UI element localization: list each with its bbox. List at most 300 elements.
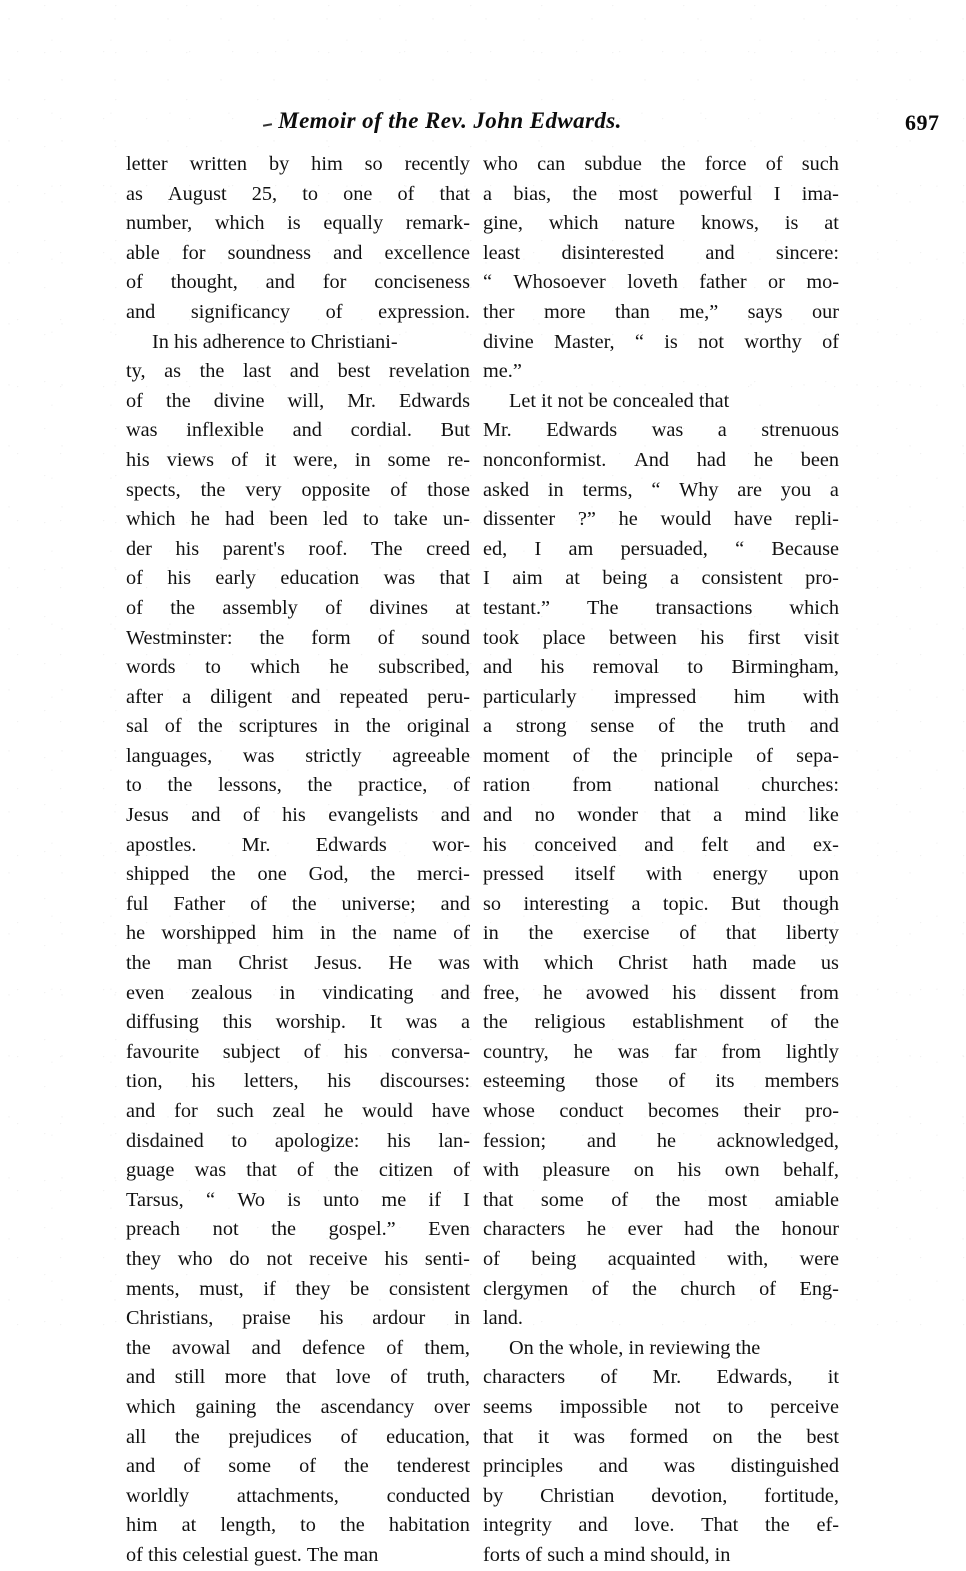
word: some [387, 448, 431, 471]
word: national [653, 774, 720, 797]
word: been [269, 508, 308, 531]
word: his [700, 626, 725, 649]
word: of [126, 567, 143, 590]
word: being [531, 1247, 577, 1270]
text-line [126, 594, 470, 624]
word: with [802, 685, 839, 708]
word: force [704, 153, 747, 175]
word: the [735, 1218, 760, 1241]
word: characters [483, 1366, 566, 1389]
word: testant.” [483, 596, 551, 619]
text-line [126, 328, 470, 358]
word: most [618, 182, 658, 205]
text-line [126, 1423, 470, 1453]
word: with, [727, 1247, 769, 1270]
word: at [824, 212, 839, 235]
word: all [126, 1425, 147, 1448]
word: honour [781, 1218, 839, 1241]
word: clergymen [483, 1277, 569, 1300]
word: which [250, 656, 300, 679]
word: Because [771, 537, 839, 560]
word: scriptures [238, 715, 318, 738]
word: fortitude, [764, 1484, 839, 1507]
word: August [168, 182, 227, 205]
word: far [674, 1040, 697, 1063]
word: him [272, 922, 304, 945]
word: conceived [534, 833, 617, 856]
word: aim [512, 567, 543, 590]
word: Christians, [126, 1307, 214, 1330]
text-line [483, 1334, 839, 1364]
word: establishment [632, 1011, 744, 1034]
word: of [611, 1188, 629, 1211]
word: more [543, 300, 586, 323]
word: will, [287, 389, 325, 412]
word: made [752, 952, 797, 975]
text-line [126, 653, 470, 683]
word: them, [424, 1336, 470, 1359]
word: and [598, 1455, 628, 1478]
word: church [680, 1277, 736, 1300]
word: gospel.” [328, 1218, 396, 1241]
text-line [483, 624, 839, 654]
word: topic. [662, 892, 709, 915]
word: forts [483, 1543, 521, 1566]
word: their [743, 1100, 781, 1122]
word: he [190, 508, 210, 531]
word: And [634, 448, 670, 471]
word: truth [747, 715, 786, 738]
text-line [483, 505, 839, 535]
word: Even [428, 1218, 470, 1241]
word: sincere: [775, 241, 839, 264]
running-head [125, 108, 940, 142]
word: letters, [243, 1070, 299, 1093]
word: like [808, 804, 839, 827]
text-line [483, 1008, 839, 1038]
word: one [257, 863, 287, 886]
word: that [246, 1159, 277, 1182]
word: have [431, 1100, 470, 1122]
word: celestial [182, 1543, 249, 1566]
word: the [271, 1218, 296, 1241]
text-line [126, 1452, 470, 1482]
word: the [343, 1455, 369, 1478]
word: practice, [358, 774, 428, 797]
word: which [789, 596, 839, 619]
word: concealed [612, 389, 694, 412]
text-line [483, 564, 839, 594]
word: do [229, 1247, 250, 1270]
text-line [483, 1215, 839, 1245]
word: of [453, 774, 470, 797]
text-line [126, 1393, 470, 1423]
text-line [483, 860, 839, 890]
word: being [602, 567, 648, 590]
word: was [651, 419, 684, 442]
word: zealous [191, 981, 253, 1004]
word: repeated [339, 685, 409, 708]
word: the [333, 1159, 359, 1182]
word: of [126, 389, 143, 412]
word: felt [701, 833, 729, 856]
word: views [166, 448, 215, 471]
word: the [174, 1425, 200, 1448]
word: his [672, 981, 697, 1004]
word: in [333, 715, 350, 738]
word: esteeming [483, 1070, 566, 1093]
word: ardour [372, 1307, 426, 1330]
word: the [210, 863, 236, 886]
text-line [483, 919, 839, 949]
word: and [292, 419, 322, 442]
word: very [245, 478, 282, 501]
word: who [483, 153, 518, 175]
word: me,” [679, 300, 719, 323]
word: and [644, 833, 674, 856]
word: That [701, 1514, 739, 1537]
text-line [483, 180, 839, 210]
word: God, [308, 863, 349, 886]
word: Whosoever [513, 271, 606, 294]
word: am [568, 537, 594, 560]
word: form [311, 626, 351, 649]
word: a [460, 1011, 470, 1034]
word: not [698, 330, 724, 353]
word: conversa- [391, 1040, 470, 1063]
word: spects, [126, 478, 181, 501]
word: that [285, 1366, 317, 1389]
word: of [242, 804, 260, 827]
word: ful [126, 892, 149, 915]
word: he [753, 448, 773, 471]
word: conducted [386, 1484, 470, 1507]
word: cordial. [350, 419, 412, 442]
text-line [483, 1156, 839, 1186]
word: would [660, 508, 712, 531]
word: you [780, 478, 812, 501]
word: from [721, 1040, 762, 1063]
word: had [684, 1218, 714, 1241]
word: subject [222, 1040, 281, 1063]
text-line [483, 890, 839, 920]
word: divines [369, 596, 428, 619]
word: he [656, 1129, 677, 1152]
word: was [383, 567, 416, 590]
word: characters [483, 1218, 566, 1241]
word: excellence [384, 241, 470, 264]
text-line [126, 831, 470, 861]
word: whose [483, 1100, 535, 1122]
word: and [586, 1129, 617, 1152]
word: the [170, 596, 196, 619]
word: love [335, 1366, 371, 1389]
word: least [483, 241, 521, 264]
word: Edwards [315, 833, 387, 856]
word: country, [483, 1040, 549, 1063]
word: of [390, 1366, 408, 1389]
text-line [483, 712, 839, 742]
word: those [427, 478, 470, 501]
word: citizen [378, 1159, 433, 1182]
word: diligent [210, 685, 273, 708]
word: his [191, 1070, 216, 1093]
text-line [126, 180, 470, 210]
word: pressed [483, 863, 544, 886]
word: of [770, 1011, 788, 1034]
word: a [713, 804, 723, 827]
word: his [344, 1040, 368, 1063]
word: the [757, 1425, 782, 1448]
word: the [165, 389, 191, 412]
word: and [440, 981, 470, 1004]
word: itself [574, 863, 616, 886]
word: the [765, 1514, 790, 1537]
text-line [483, 239, 839, 269]
word: was [242, 744, 275, 767]
text-line [483, 1067, 839, 1097]
word: of [390, 478, 408, 501]
text-line [126, 268, 470, 298]
word: this [147, 1543, 178, 1566]
word: can [537, 153, 566, 175]
word: no [534, 804, 555, 827]
word: was [617, 1040, 650, 1063]
word: and [291, 685, 321, 708]
word: of [756, 744, 773, 767]
word: unto [323, 1188, 360, 1211]
word: his [167, 567, 191, 590]
word: Christ [238, 952, 288, 975]
word: with [483, 952, 520, 975]
word: are [737, 478, 762, 501]
word: of [765, 153, 783, 175]
text-line [483, 831, 839, 861]
word: the [612, 744, 638, 767]
text-line [483, 1097, 839, 1127]
word: a [631, 892, 641, 915]
word: which [126, 508, 176, 531]
word: length, [220, 1514, 277, 1537]
word: becomes [648, 1100, 719, 1122]
word: der [126, 537, 152, 560]
word: a [182, 685, 192, 708]
word: his [483, 833, 507, 856]
text-line [126, 1186, 470, 1216]
text-line [126, 624, 470, 654]
word: is [664, 330, 678, 353]
word: He [388, 952, 413, 975]
text-line [483, 771, 839, 801]
word: On [509, 1336, 534, 1359]
word: original [406, 715, 470, 738]
text-line [126, 298, 470, 328]
word: he [573, 1040, 593, 1063]
word: in [628, 1336, 645, 1359]
text-line [483, 1127, 839, 1157]
text-line [483, 268, 839, 298]
word: re- [447, 448, 470, 471]
word: is [287, 212, 301, 235]
word: But [730, 892, 761, 915]
text-line [483, 416, 839, 446]
word: as [164, 360, 182, 383]
word: the [351, 922, 377, 945]
word: senti- [424, 1247, 470, 1270]
text-line [483, 594, 839, 624]
word: who [177, 1247, 213, 1270]
word: roof. [308, 537, 348, 560]
word: such [801, 153, 839, 175]
text-line [126, 683, 470, 713]
word: last [242, 360, 272, 383]
word: The [370, 537, 403, 560]
word: wor- [432, 833, 470, 856]
word: Why [679, 478, 719, 501]
word: the [126, 1336, 151, 1359]
text-line [126, 742, 470, 772]
word: in [547, 478, 564, 501]
text-line [483, 1245, 839, 1275]
word: from [799, 981, 839, 1004]
word: conciseness [374, 271, 470, 294]
word: gaining [195, 1395, 257, 1418]
word: disdained [126, 1129, 204, 1152]
word: the [660, 153, 686, 175]
text-column-right [483, 150, 839, 1571]
word: recently [404, 153, 470, 175]
word: significancy [190, 300, 291, 323]
word: early [215, 567, 256, 590]
text-line [126, 505, 470, 535]
word: languages, [126, 744, 213, 767]
word: defence [302, 1336, 366, 1359]
word: of [822, 330, 839, 353]
word: of [453, 922, 470, 945]
word: which [214, 212, 265, 235]
text-line [483, 1363, 839, 1393]
word: of [600, 1366, 618, 1389]
word: his [175, 537, 200, 560]
word: Master, [554, 330, 615, 353]
word: is [287, 1188, 301, 1211]
word: consistent [701, 567, 783, 590]
word: the [276, 1395, 301, 1418]
text-line [483, 801, 839, 831]
text-line [126, 150, 470, 180]
word: and [578, 1514, 608, 1537]
word: It [369, 1011, 383, 1034]
word: of [658, 715, 676, 738]
word: in [714, 1543, 731, 1566]
word: ed, [483, 537, 508, 560]
word: But [440, 419, 470, 442]
word: his [384, 1247, 409, 1270]
word: and [289, 360, 319, 383]
word: be [350, 1277, 370, 1300]
text-line [126, 1156, 470, 1186]
word: discourses: [379, 1070, 470, 1093]
word: his [282, 804, 306, 827]
text-line [126, 771, 470, 801]
word: the [259, 626, 285, 649]
word: of [126, 271, 143, 294]
word: I [483, 567, 490, 590]
word: pleasure [542, 1159, 611, 1182]
word: ty, [126, 360, 146, 383]
word: with [645, 863, 683, 886]
text-line [126, 446, 470, 476]
word: after [126, 685, 164, 708]
text-line [483, 1038, 839, 1068]
word: were [799, 1247, 839, 1270]
word: Edwards, [716, 1366, 793, 1389]
word: the [365, 715, 391, 738]
word: In [152, 330, 169, 353]
word: they [126, 1247, 161, 1270]
word: of [759, 1277, 777, 1300]
word: first [747, 626, 781, 649]
word: creed [426, 537, 470, 560]
word: that [439, 182, 470, 205]
word: if [428, 1188, 441, 1211]
word: “ [206, 1188, 216, 1211]
word: reviewing [649, 1336, 731, 1359]
word: took [483, 626, 520, 649]
word: ever [627, 1218, 663, 1241]
word: worshipped [161, 922, 256, 945]
word: divine [213, 389, 265, 412]
word: and [126, 1100, 156, 1122]
word: for [181, 241, 206, 264]
word: the [655, 1188, 681, 1211]
word: such [216, 1100, 254, 1122]
text-line [483, 1275, 839, 1305]
word: and [440, 804, 470, 827]
word: guage [126, 1159, 175, 1182]
word: had [225, 508, 255, 531]
word: of [183, 1455, 201, 1478]
word: that [439, 567, 470, 590]
word: hath [692, 952, 728, 975]
word: the [483, 1011, 508, 1034]
word: one [343, 182, 373, 205]
word: by [483, 1484, 504, 1507]
word: had [696, 448, 727, 471]
word: that [725, 922, 757, 945]
word: preach [126, 1218, 181, 1241]
word: sense [590, 715, 635, 738]
word: Christian [540, 1484, 615, 1507]
word: the [698, 715, 724, 738]
text-line [483, 298, 839, 328]
word: ef- [816, 1514, 839, 1537]
word: which [543, 952, 594, 975]
word: to [362, 508, 379, 531]
word: of [397, 182, 415, 205]
text-line [483, 357, 839, 387]
text-line [126, 1038, 470, 1068]
text-line [483, 1423, 839, 1453]
word: some [228, 1455, 272, 1478]
word: me [381, 1188, 407, 1211]
word: strenuous [761, 419, 839, 442]
word: to [126, 774, 142, 797]
word: they [295, 1277, 331, 1300]
word: would [362, 1100, 413, 1122]
word: the [538, 1336, 564, 1359]
text-line [126, 1127, 470, 1157]
